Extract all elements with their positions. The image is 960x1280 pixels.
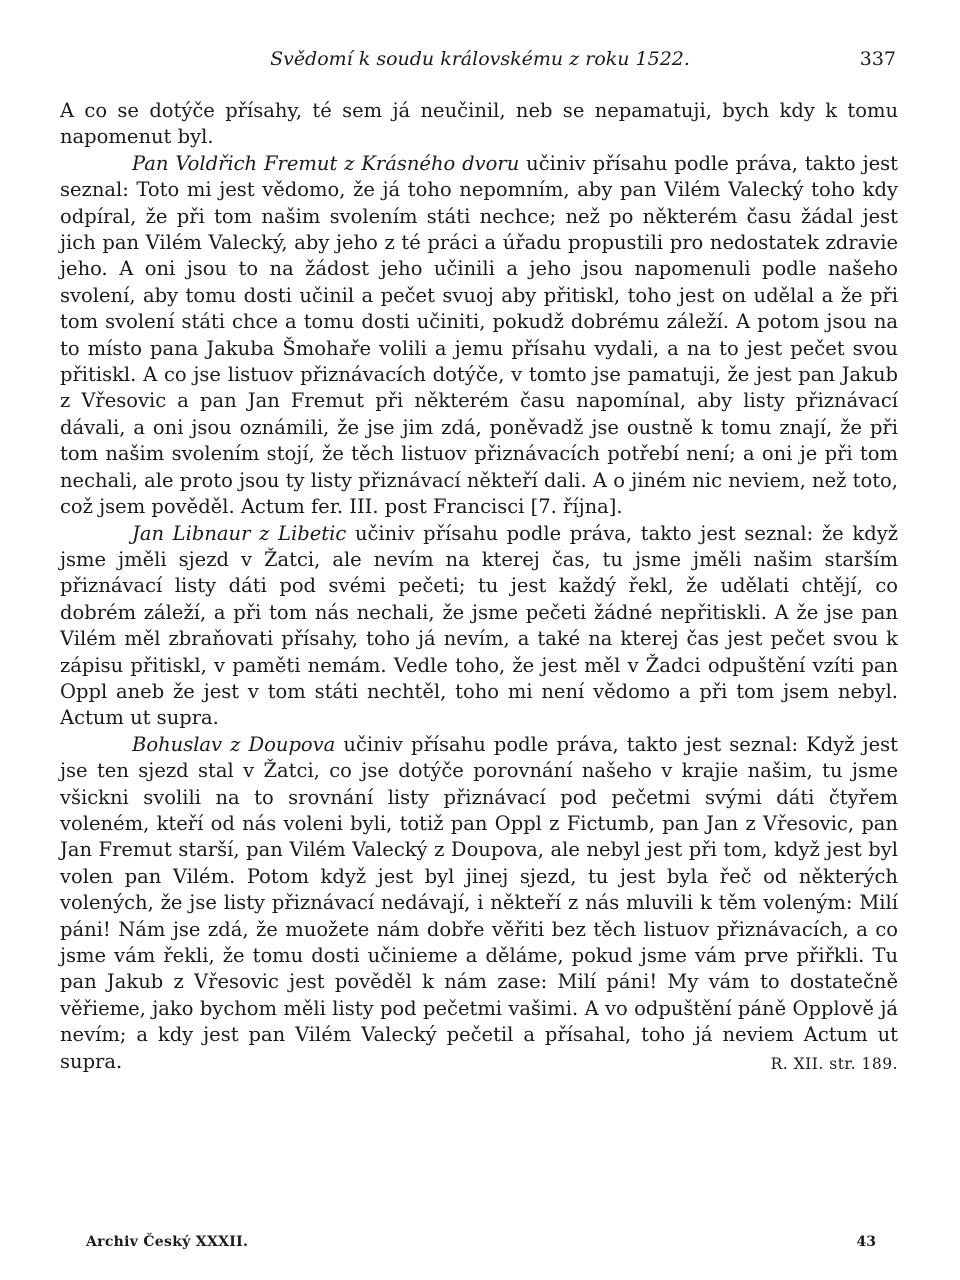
body-text <box>60 98 898 1077</box>
paragraph <box>60 151 898 521</box>
page-number: 337 <box>859 48 896 70</box>
person-name: Jan Libnaur z Libetic <box>132 521 347 545</box>
signature-number: 43 <box>856 1234 876 1250</box>
paragraph-text: A co se dotýče přísahy, té sem já neučinil, neb se nepamatuji, bych kdy k tomu napomenut byl. <box>60 99 898 149</box>
page-footer <box>86 1234 876 1258</box>
paragraph <box>60 98 898 151</box>
paragraph-text: učiniv přísahu podle práva, takto jest seznal: Toto mi jest vědomo, že já toho nepomním, aby pan Vilém Valecký toho kdy odpíral, že při tom našim svolením státi nechce; než po některém času žádal jest jich pan Vilém Valecký, aby jeho z té práci a úřadu propustili pro nedostatek zdravie jeho. A oni jsou to na žádost jeho učinili a jeho jsou napomenuli podle našeho svolení, aby tomu dosti učinil a pečet svuoj aby přitiskl, toho jest on udělal a že při tom svolení státi chce a tomu dosti učiniti, pokudž dobrému záleží. A potom jsou na to místo pana Jakuba Šmohaře volili a jemu přísahu vydali, a na to jest pečet svou přitiskl. A co jse listuov přiznávacích dotýče, v tomto jse pamatuji, že jest pan Jakub z Vřesovic a pan Jan Fremut při některém času napomínal, aby listy přiznávací dávali, a oni jsou oznámili, že jse jim zdá, poněvadž jse oustně k tomu znají, že při tom našim svolením stojí, že těch listuov přiznávacích potřebí není; a oni je při tom nechali, ale proto jsou ty listy přiznávací někteří dali. A o jiném nic neviem, než toto, což jsem pověděl. Actum fer. III. post Francisci [7. října]. <box>60 151 898 519</box>
paragraph-text: učiniv přísahu podle práva, takto jest seznal: Když jest jse ten sjezd stal v Žatci, co jse dotýče porovnání našeho v krajie našim, tu jsme všickni svolili na to srovnání listy přiznávací pod pečetmi svými dáti čtyřem voleném, kteří od nás voleni byli, totiž pan Oppl z Fictumb, pan Jan z Vřesovic, pan Jan Fremut starší, pan Vilém Valecký z Doupova, ale nebyl jest při tom, když jest byl volen pan Vilém. Potom když jest byl jinej sjezd, tu jest byla řeč od některých volených, že jse listy přiznávací nedávají, i někteří z nás mluvili k těm voleným: Milí páni! Nám jse zdá, že muožete nám dobře věřiti bez těch listuov přiznávacích, a co jsme vám řekli, že tomu dosti učinieme a děláme, pokud jsme vám prve přiřkli. Tu pan Jakub z Vřesovic jest pověděl k nám zase: Milí páni! My vám to dostatečně věřieme, jako bychom měli listy pod pečetmi vašimi. A vo odpuštění páně Opplově já nevím; a kdy jest pan Vilém Valecký pečetil a přísahal, toho já neviem Actum ut supra. <box>60 732 898 1073</box>
paragraph-text: učiniv přísahu podle práva, takto jest seznal: že když jsme jměli sjezd v Žatci, ale nevím na kterej čas, tu jsme jměli našim starším přiznávací listy dáti pod svémi pečeti; tu jest každý řekl, že udělati chtějí, co dobrém záleží, a při tom nás nechali, že jsme pečeti žádné nepřitiskli. A že jse pan Vilém měl zbraňovati přísahy, toho já nevím, a také na kterej čas jest pečet svou k zápisu přitiskl, v paměti nemám. Vedle toho, že jest měl v Žadci odpuštění vzíti pan Oppl aneb že jest v tom státi nechtěl, toho mi není vědomo a při tom jsem nebyl. Actum ut supra. <box>60 521 898 730</box>
running-title: Svědomí k soudu královskému z roku 1522. <box>270 48 690 70</box>
person-name: Bohuslav z Doupova <box>132 732 336 756</box>
running-head <box>0 46 960 76</box>
volume-label: Archiv Český XXXII. <box>86 1234 249 1250</box>
paragraph <box>60 521 898 732</box>
paragraph <box>60 732 898 1075</box>
person-name: Pan Voldřich Fremut z Krásného dvoru <box>132 151 520 175</box>
archive-reference: R. XII. str. 189. <box>770 1054 898 1073</box>
